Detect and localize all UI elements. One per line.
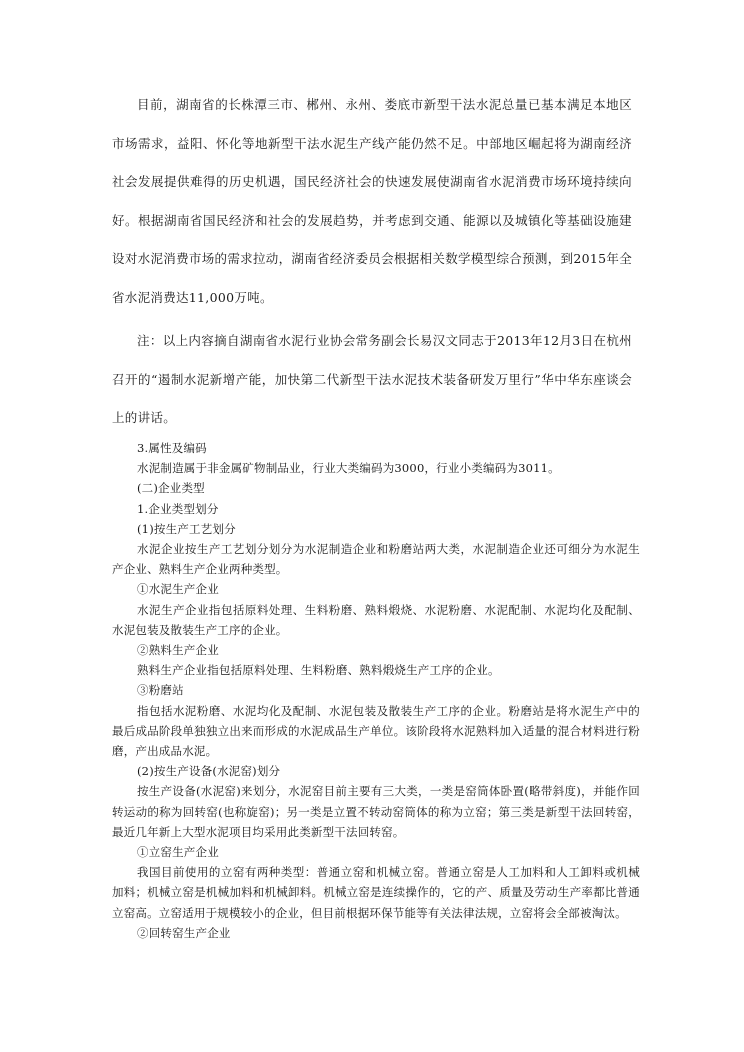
heading-clinker-enterprise: ②熟料生产企业: [137, 643, 219, 658]
heading-enterprise-types: (二)企业类型: [137, 481, 205, 496]
heading-cement-enterprise: ①水泥生产企业: [137, 582, 219, 597]
paragraph-clinker-enterprise: 熟料生产企业指包括原料处理、生料粉磨、熟料煅烧生产工序的企业。: [137, 663, 500, 678]
paragraph-attributes: 水泥制造属于非金属矿物制品业，行业大类编码为3000，行业小类编码为3011。: [137, 461, 560, 476]
paragraph-by-kiln: 按生产设备(水泥窑)来划分，水泥窑目前主要有三大类，一类是窑筒体卧置(略带斜度)，并能作回转运动的称为回转窑(也称旋窑)；另一类是立置不转动窑筒体的称为立窑；第三类是新型干法回转窑，最近几年新上大型水泥项目均采用此类新型干法回转窑。: [112, 784, 640, 839]
paragraph-shaft-kiln: 我国目前使用的立窑有两种类型：普通立窑和机械立窑。普通立窑是人工加料和人工卸料或机械加料；机械立窑是机械加料和机械卸料。机械立窑是连续操作的，它的产、质量及劳动生产率都比普通立窑高。立窑适用于规模较小的企业，但目前根据环保节能等有关法律法规，立窑将会全部被淘汰。: [112, 865, 640, 920]
heading-grinding-station: ③粉磨站: [137, 683, 184, 698]
heading-attributes: 3.属性及编码: [137, 441, 207, 455]
note-section: [112, 322, 632, 438]
heading-rotary-kiln: ②回转窑生产企业: [137, 925, 231, 940]
body-section: [112, 438, 640, 943]
heading-type-division: 1.企业类型划分: [137, 501, 219, 516]
paragraph-grinding-station: 指包括水泥粉磨、水泥均化及配制、水泥包装及散装生产工序的企业。粉磨站是将水泥生产中的最后成品阶段单独独立出来而形成的水泥成品生产单位。该阶段将水泥熟料加入适量的混合材料进行粉磨，产出成品水泥。: [112, 703, 640, 759]
intro-paragraph: 目前，湖南省的长株潭三市、郴州、永州、娄底市新型干法水泥总量已基本满足本地区市场需求，益阳、怀化等地新型干法水泥生产线产能仍然不足。中部地区崛起将为湖南经济社会发展提供难得的历史机遇，国民经济社会的快速发展使湖南省水泥消费市场环境持续向好。根据湖南省国民经济和社会的发展趋势，并考虑到交通、能源以及城镇化等基础设施建设对水泥消费市场的需求拉动，湖南省经济委员会根据相关数学模型综合预测，到2015年全省水泥消费达11,000万吨。: [112, 97, 632, 305]
heading-by-process: (1)按生产工艺划分: [137, 521, 236, 536]
paragraph-cement-enterprise: 水泥生产企业指包括原料处理、生料粉磨、熟料煅烧、水泥粉磨、水泥配制、水泥均化及配制、水泥包装及散装生产工序的企业。: [112, 602, 640, 637]
note-paragraph: 注：以上内容摘自湖南省水泥行业协会常务副会长易汉文同志于2013年12月3日在杭州召开的“遏制水泥新增产能，加快第二代新型干法水泥技术装备研发万里行”华中华东座谈会上的讲话。: [112, 333, 632, 425]
paragraph-by-process: 水泥企业按生产工艺划分划分为水泥制造企业和粉磨站两大类，水泥制造企业还可细分为水泥生产企业、熟料生产企业两种类型。: [112, 542, 640, 577]
intro-section: [112, 86, 632, 317]
heading-shaft-kiln: ①立窑生产企业: [137, 845, 219, 860]
heading-by-kiln: (2)按生产设备(水泥窑)划分: [137, 764, 281, 779]
